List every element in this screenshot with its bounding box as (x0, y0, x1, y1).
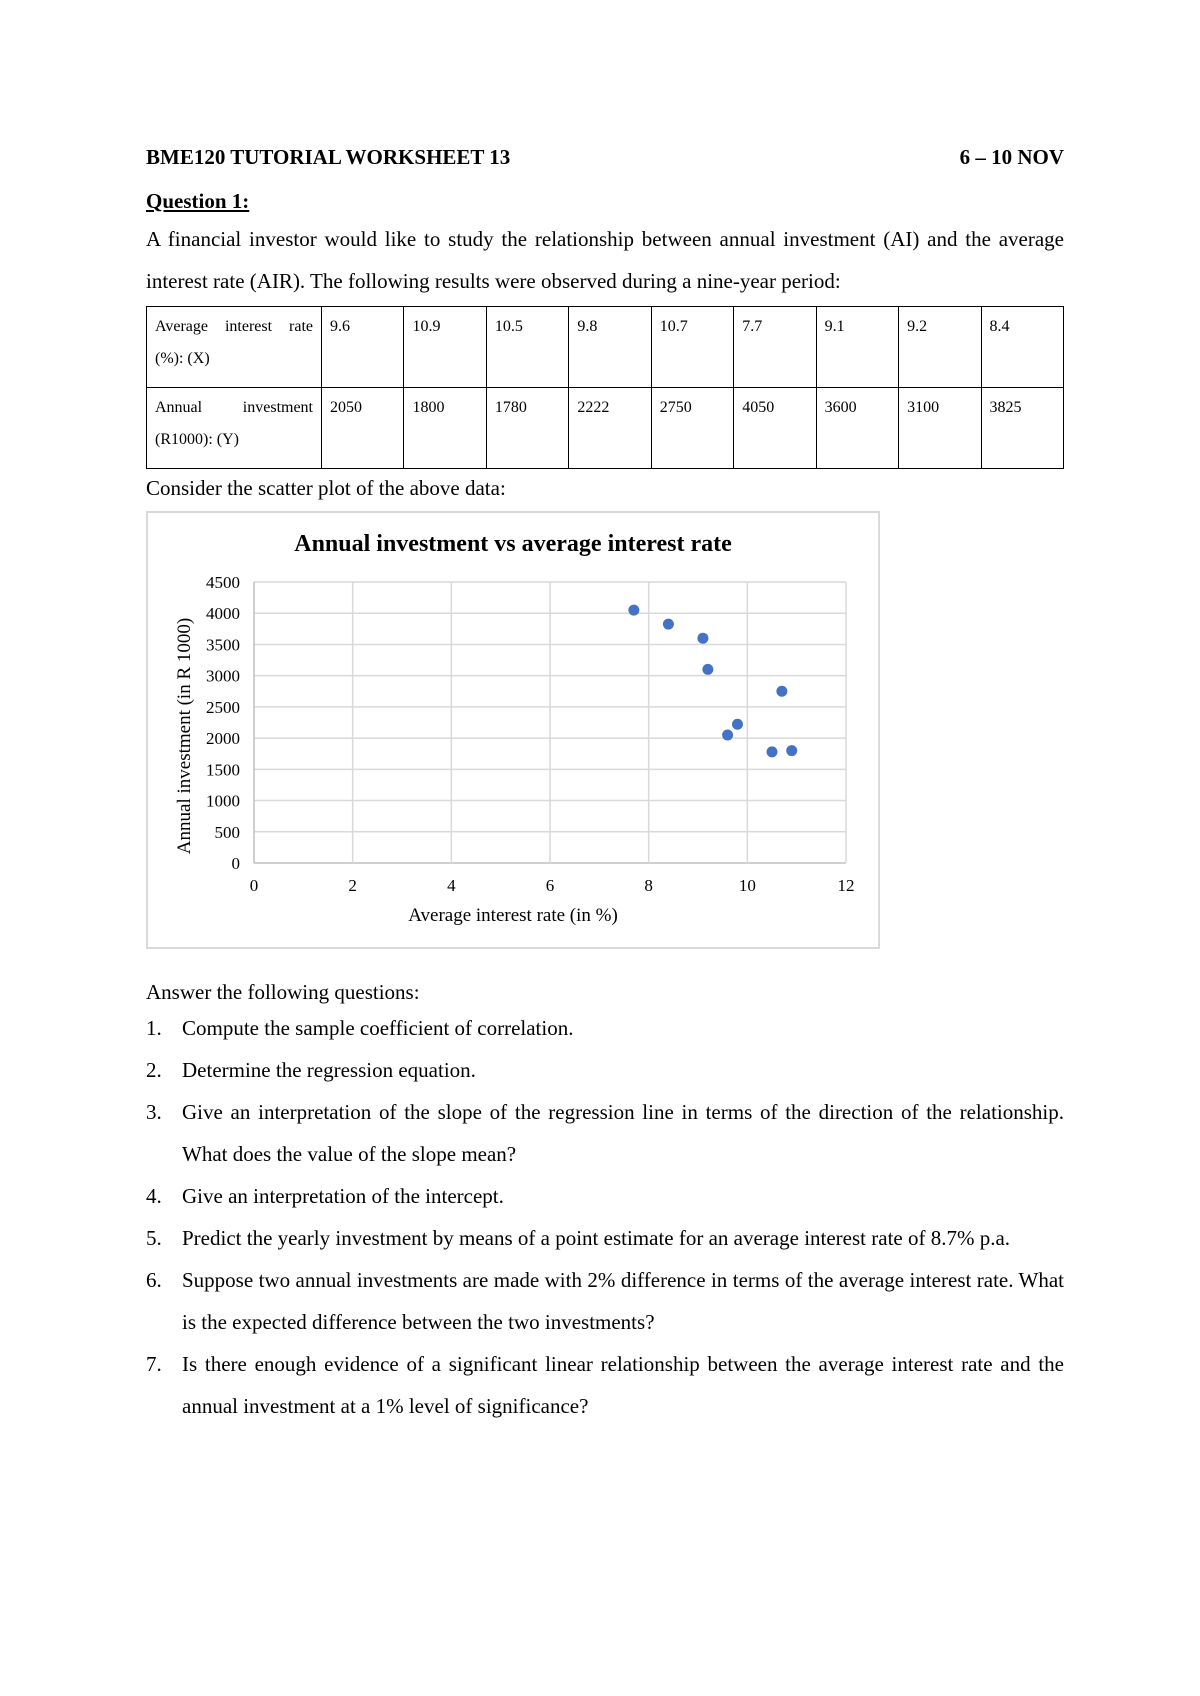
x-tick-label: 4 (447, 876, 456, 895)
scatter-point (776, 686, 787, 697)
chart-points (628, 605, 797, 758)
y-tick-label: 2500 (206, 697, 240, 717)
answers-heading: Answer the following questions: (146, 980, 420, 1004)
question-list (146, 1007, 1064, 1427)
table-cell: 3100 (899, 388, 981, 469)
table-row-label: Annual investment (R1000): (Y) (147, 388, 322, 469)
table-cell: 9.1 (816, 307, 898, 388)
y-tick-label: 3500 (206, 635, 240, 655)
x-tick-label: 2 (348, 876, 357, 895)
table-row-x (147, 307, 1064, 388)
x-tick-label: 0 (249, 876, 259, 895)
question-text: Determine the regression equation. (182, 1058, 476, 1082)
scatter-point (663, 619, 674, 630)
chart-title: Annual investment vs average interest rate (294, 531, 732, 557)
table-cell: 2222 (569, 388, 651, 469)
list-item (146, 1217, 1064, 1259)
x-axis-label: Average interest rate (in %) (408, 905, 618, 926)
question-intro: A financial investor would like to study the relationship between annual investment (AI) and the average interest rate (AIR). The following results were observed during a nine-year period: (146, 227, 1064, 293)
question-text: Give an interpretation of the intercept. (182, 1184, 504, 1208)
question-title: Question 1: (146, 189, 250, 213)
y-tick-label: 1500 (206, 760, 240, 780)
table-cell: 9.2 (899, 307, 981, 388)
scatter-point (722, 729, 733, 740)
x-tick-label: 12 (837, 876, 855, 895)
table-cell: 1800 (404, 388, 486, 469)
question-number: 2. (146, 1058, 162, 1082)
question-text: Is there enough evidence of a significant linear relationship between the average interest rate and the annual investment at a 1% level of significance? (182, 1352, 1064, 1418)
table-cell: 3600 (816, 388, 898, 469)
scatter-point (628, 605, 639, 616)
table-row-y (147, 388, 1064, 469)
table-cell: 2750 (651, 388, 733, 469)
scatter-point (767, 746, 778, 757)
table-row-label: Average interest rate (%): (X) (147, 307, 322, 388)
question-number: 4. (146, 1184, 162, 1208)
y-tick-label: 4500 (206, 573, 240, 592)
table-cell: 3825 (981, 388, 1064, 469)
table-cell: 4050 (734, 388, 816, 469)
scatter-point (702, 664, 713, 675)
x-tick-label: 6 (545, 876, 555, 895)
scatter-chart (148, 513, 878, 947)
table-cell: 9.8 (569, 307, 651, 388)
question-number: 1. (146, 1016, 162, 1040)
y-tick-label: 1000 (206, 791, 240, 811)
y-tick-label: 4000 (206, 604, 240, 624)
table-cell: 8.4 (981, 307, 1064, 388)
x-tick-label: 10 (738, 876, 756, 895)
chart-grid (254, 582, 846, 863)
question-number: 7. (146, 1352, 162, 1376)
y-tick-label: 500 (214, 822, 240, 842)
data-table (146, 306, 1064, 469)
list-item (146, 1343, 1064, 1427)
scatter-point (697, 633, 708, 644)
scatter-intro: Consider the scatter plot of the above data: (146, 476, 506, 500)
table-cell: 2050 (322, 388, 404, 469)
table-cell: 9.6 (322, 307, 404, 388)
page-header (146, 145, 1064, 175)
list-item (146, 1259, 1064, 1343)
table-cell: 1780 (486, 388, 568, 469)
y-tick-label: 2000 (206, 729, 240, 749)
scatter-chart-frame (146, 511, 880, 949)
question-number: 5. (146, 1226, 162, 1250)
question-text: Suppose two annual investments are made with 2% difference in terms of the average interest rate. What is the expected difference between the two investments? (182, 1268, 1064, 1334)
question-text: Predict the yearly investment by means of a point estimate for an average interest rate of 8.7% p.a. (182, 1226, 1011, 1250)
table-cell: 10.7 (651, 307, 733, 388)
question-number: 6. (146, 1268, 162, 1292)
question-text: Compute the sample coefficient of correlation. (182, 1016, 574, 1040)
list-item (146, 1049, 1064, 1091)
question-text: Give an interpretation of the slope of the regression line in terms of the direction of the relationship. What does the value of the slope mean? (182, 1100, 1064, 1166)
question-number: 3. (146, 1100, 162, 1124)
y-tick-label: 0 (231, 854, 240, 873)
list-item (146, 1175, 1064, 1217)
worksheet-date: 6 – 10 NOV (959, 145, 1064, 169)
y-tick-label: 3000 (206, 666, 240, 686)
table-cell: 10.5 (486, 307, 568, 388)
chart-ticks (206, 573, 855, 895)
table-cell: 7.7 (734, 307, 816, 388)
worksheet-title: BME120 TUTORIAL WORKSHEET 13 (146, 145, 511, 169)
list-item (146, 1091, 1064, 1175)
scatter-point (732, 719, 743, 730)
scatter-point (786, 745, 797, 756)
table-cell: 10.9 (404, 307, 486, 388)
worksheet-page (146, 145, 1064, 1427)
x-tick-label: 8 (644, 876, 653, 895)
list-item (146, 1007, 1064, 1049)
y-axis-label: Annual investment (in R 1000) (174, 617, 195, 855)
